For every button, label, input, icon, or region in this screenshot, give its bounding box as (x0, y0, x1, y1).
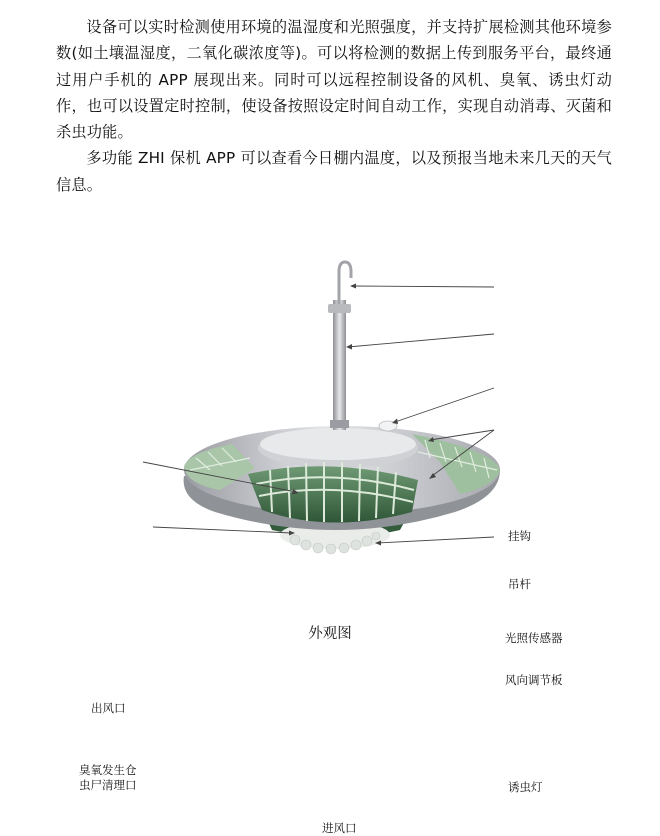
label-hook: 挂钩 (508, 529, 531, 543)
label-insect-lamp: 诱虫灯 (508, 780, 543, 794)
label-insect-cleanout: 虫尸清理口 (79, 778, 137, 792)
label-air-outlet: 出风口 (91, 701, 126, 715)
document-body (56, 14, 612, 198)
label-ozone-cabin: 臭氧发生仓 (79, 763, 137, 777)
rod-and-hook (328, 262, 351, 430)
label-rod: 吊杆 (508, 577, 531, 591)
figure-caption: 外观图 (308, 626, 352, 642)
label-light-sensor: 光照传感器 (505, 631, 563, 645)
device-illustration (0, 250, 660, 590)
disc-body (184, 426, 500, 530)
label-air-inlet: 进风口 (322, 821, 357, 835)
label-wind-vane: 风向调节板 (505, 673, 563, 687)
paragraph-app-info: 多功能 ZHI 保机 APP 可以查看今日棚内温度，以及预报当地未来几天的天气信息。 (56, 149, 612, 194)
paragraph-device-functions: 设备可以实时检测使用环境的温湿度和光照强度，并支持扩展检测其他环境参数(如土壤温湿度，二氧化碳浓度等)。可以将检测的数据上传到服务平台，最终通过用户手机的 APP 展现出来。同时可以远程控制设备的风机、臭氧、诱虫灯动作，也可以设置定时控制，使设备按照设定时间自动工作，实现自动消毒、灭菌和杀虫功能。 (56, 18, 612, 142)
